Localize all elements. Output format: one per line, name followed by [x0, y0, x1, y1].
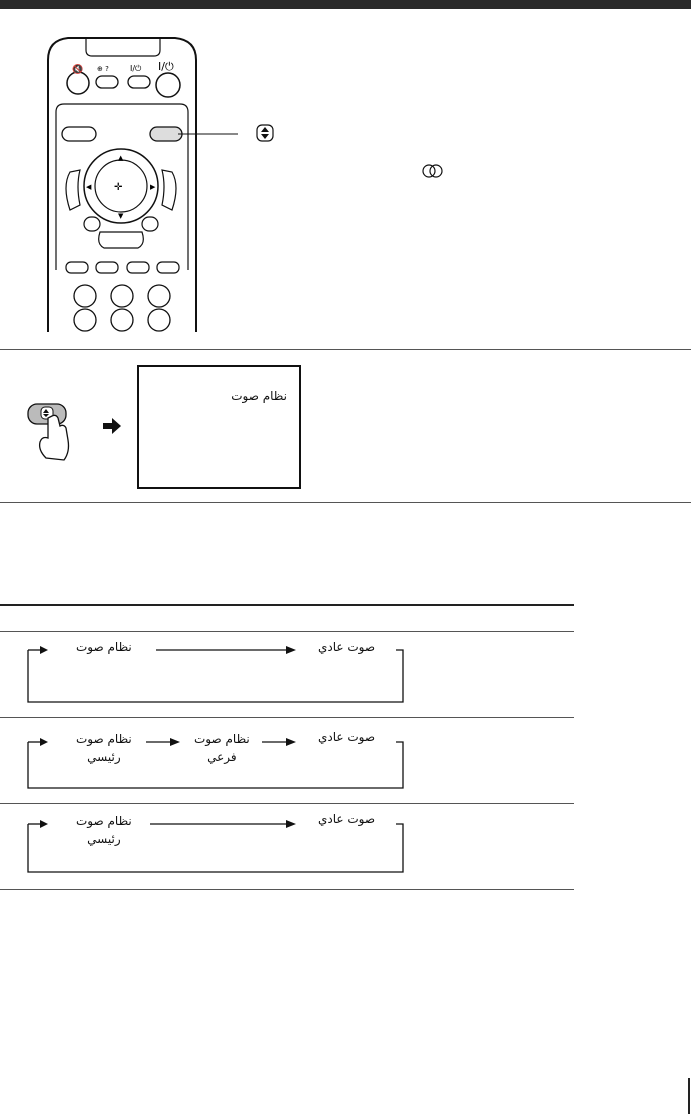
menu-screen	[137, 365, 301, 489]
table-row	[0, 804, 574, 889]
svg-text:✛: ✛	[114, 182, 123, 193]
svg-text:I/⏻: I/⏻	[158, 60, 174, 73]
svg-text:◀: ◀	[86, 183, 92, 191]
step-label: نظام صوت رئيسي	[76, 732, 132, 764]
section-divider	[0, 502, 691, 503]
svg-text:▲: ▲	[118, 154, 124, 162]
sound-mode-icon	[256, 124, 274, 142]
step-label: صوت عادي	[318, 812, 376, 826]
svg-text:I/⏻: I/⏻	[130, 64, 142, 73]
step-label: صوت عادي	[318, 730, 376, 744]
table-row	[0, 718, 574, 803]
page-edge-marker	[688, 1078, 690, 1114]
step-label: نظام صوت	[76, 640, 132, 654]
step-label: نظام صوت فرعي	[194, 732, 250, 764]
step-label: نظام صوت رئيسي	[76, 814, 132, 846]
section-divider	[0, 349, 691, 350]
svg-text:▼: ▼	[118, 212, 124, 220]
double-circle-icon	[422, 164, 444, 178]
svg-text:🔇: 🔇	[72, 65, 84, 75]
hand-press-button-illustration	[24, 398, 84, 468]
step-label: صوت عادي	[318, 640, 376, 654]
svg-text:⊕ ?: ⊕ ?	[97, 65, 109, 73]
remote-control-illustration	[0, 0, 691, 345]
menu-screen-text: نظام صوت	[231, 389, 287, 403]
table-row	[0, 632, 574, 717]
table-bottom-rule	[0, 889, 574, 890]
table-top-rule	[0, 604, 574, 606]
right-arrow-icon	[103, 418, 123, 434]
svg-text:▶: ▶	[150, 183, 156, 191]
